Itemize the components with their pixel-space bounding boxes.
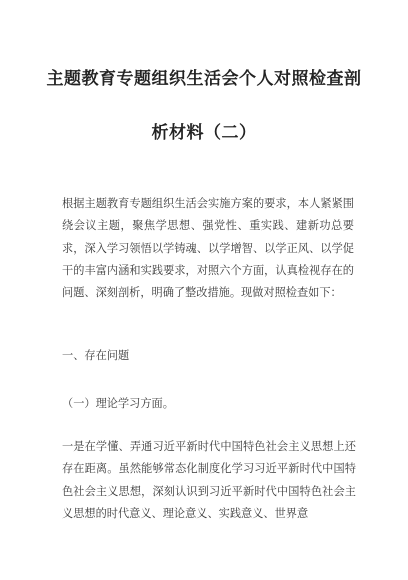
document-title-line-2: 析材料（二） [151, 123, 257, 143]
intro-paragraph: 根据主题教育专题组织生活会实施方案的要求，本人紧紧围绕会议主题，聚焦学思想、强党性、重实践、建新功总要求，深入学习领悟以学铸魂、以学增智、以学正风、以学促干的丰富内涵和实践要求，对照六个方面，认真检视存在的问题、深刻剖析，明确了整改措施。现做对照检查如下： [62, 197, 354, 300]
section-heading-problems: 一、存在问题 [62, 349, 130, 362]
subsection-heading-theory-study: （一）理论学习方面。 [62, 397, 174, 410]
body-paragraph: 一是在学懂、弄通习近平新时代中国特色社会主义思想上还存在距离。虽然能够常态化制度化学习习近平新时代中国特色社会主义思想，深刻认识到习近平新时代中国特色社会主义思想的时代意义、理论意义、实践意义、世界意 [62, 440, 356, 520]
document-title-line-1: 主题教育专题组织生活会个人对照检查剖 [46, 69, 362, 89]
